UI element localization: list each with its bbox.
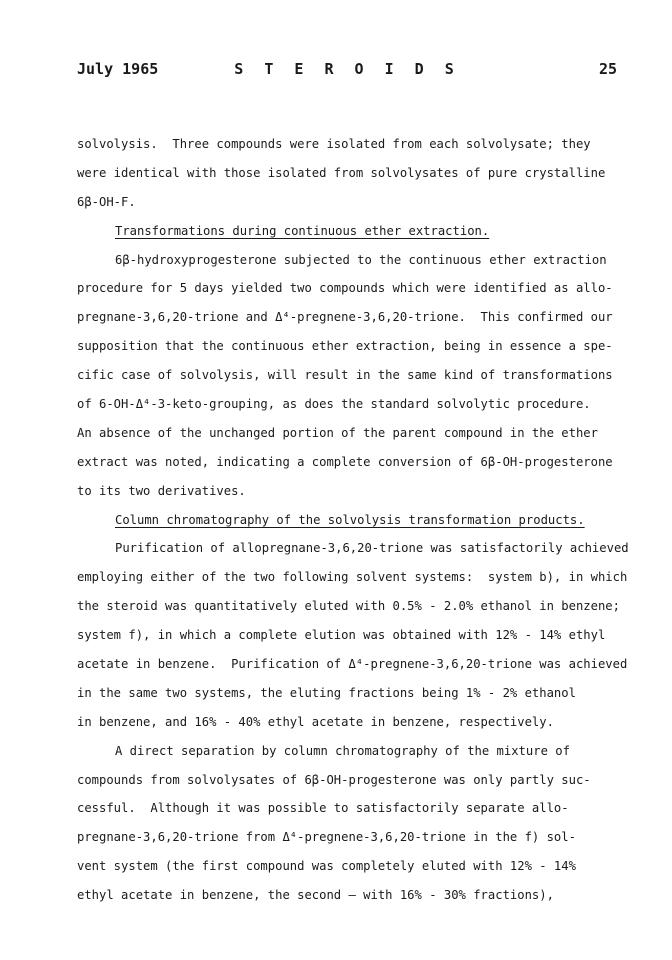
text-line: extract was noted, indicating a complete conversion of 6β-OH-progesterone xyxy=(77,454,613,469)
text-line: pregnane-3,6,20-trione from Δ⁴-pregnene-3,6,20-trione in the f) sol- xyxy=(77,830,576,845)
text-line: acetate in benzene. Purification of Δ⁴-pregnene-3,6,20-trione was achieved xyxy=(77,657,628,672)
section-heading-ether-extraction: Transformations during continuous ether extraction. xyxy=(115,223,490,238)
journal-title: S T E R O I D S xyxy=(234,60,460,78)
text-line: solvolysis. Three compounds were isolated from each solvolysate; they xyxy=(77,137,591,151)
text-line: vent system (the first compound was completely eluted with 12% - 14% xyxy=(77,859,576,874)
page-number: 25 xyxy=(598,60,617,78)
text-line: ethyl acetate in benzene, the second — with 16% - 30% fractions), xyxy=(77,888,554,903)
text-line: of 6-OH-Δ⁴-3-keto-grouping, as does the standard solvolytic procedure. xyxy=(77,397,591,412)
section-heading-column-chromatography: Column chromatography of the solvolysis transformation products. xyxy=(115,512,585,527)
text-line: the steroid was quantitatively eluted with 0.5% - 2.0% ethanol in benzene; xyxy=(77,599,620,614)
body-text xyxy=(77,130,629,910)
text-line: to its two derivatives. xyxy=(77,483,246,498)
header-date: July 1965 xyxy=(77,60,159,78)
text-line: An absence of the unchanged portion of the parent compound in the ether xyxy=(77,425,598,440)
text-line: procedure for 5 days yielded two compounds which were identified as allo- xyxy=(77,281,613,296)
text-line: Purification of allopregnane-3,6,20-trione was satisfactorily achieved xyxy=(115,541,629,556)
text-line: system f), in which a complete elution was obtained with 12% - 14% ethyl xyxy=(77,628,606,643)
text-line: 6β-OH-F. xyxy=(77,194,136,209)
text-line: were identical with those isolated from solvolysates of pure crystalline xyxy=(77,165,606,180)
text-line: in the same two systems, the eluting fractions being 1% - 2% ethanol xyxy=(77,685,576,700)
text-line: cific case of solvolysis, will result in the same kind of transformations xyxy=(77,368,613,383)
text-line: cessful. Although it was possible to satisfactorily separate allo- xyxy=(77,801,569,816)
text-line: 6β-hydroxyprogesterone subjected to the continuous ether extraction xyxy=(115,252,607,267)
text-line: A direct separation by column chromatography of the mixture of xyxy=(115,743,570,758)
text-line: supposition that the continuous ether extraction, being in essence a spe- xyxy=(77,339,613,354)
text-line: compounds from solvolysates of 6β-OH-progesterone was only partly suc- xyxy=(77,772,591,787)
running-header xyxy=(77,60,617,84)
text-line: pregnane-3,6,20-trione and Δ⁴-pregnene-3,6,20-trione. This confirmed our xyxy=(77,310,613,325)
text-line: employing either of the two following solvent systems: system b), in which xyxy=(77,570,628,585)
text-line: in benzene, and 16% - 40% ethyl acetate in benzene, respectively. xyxy=(77,714,554,729)
